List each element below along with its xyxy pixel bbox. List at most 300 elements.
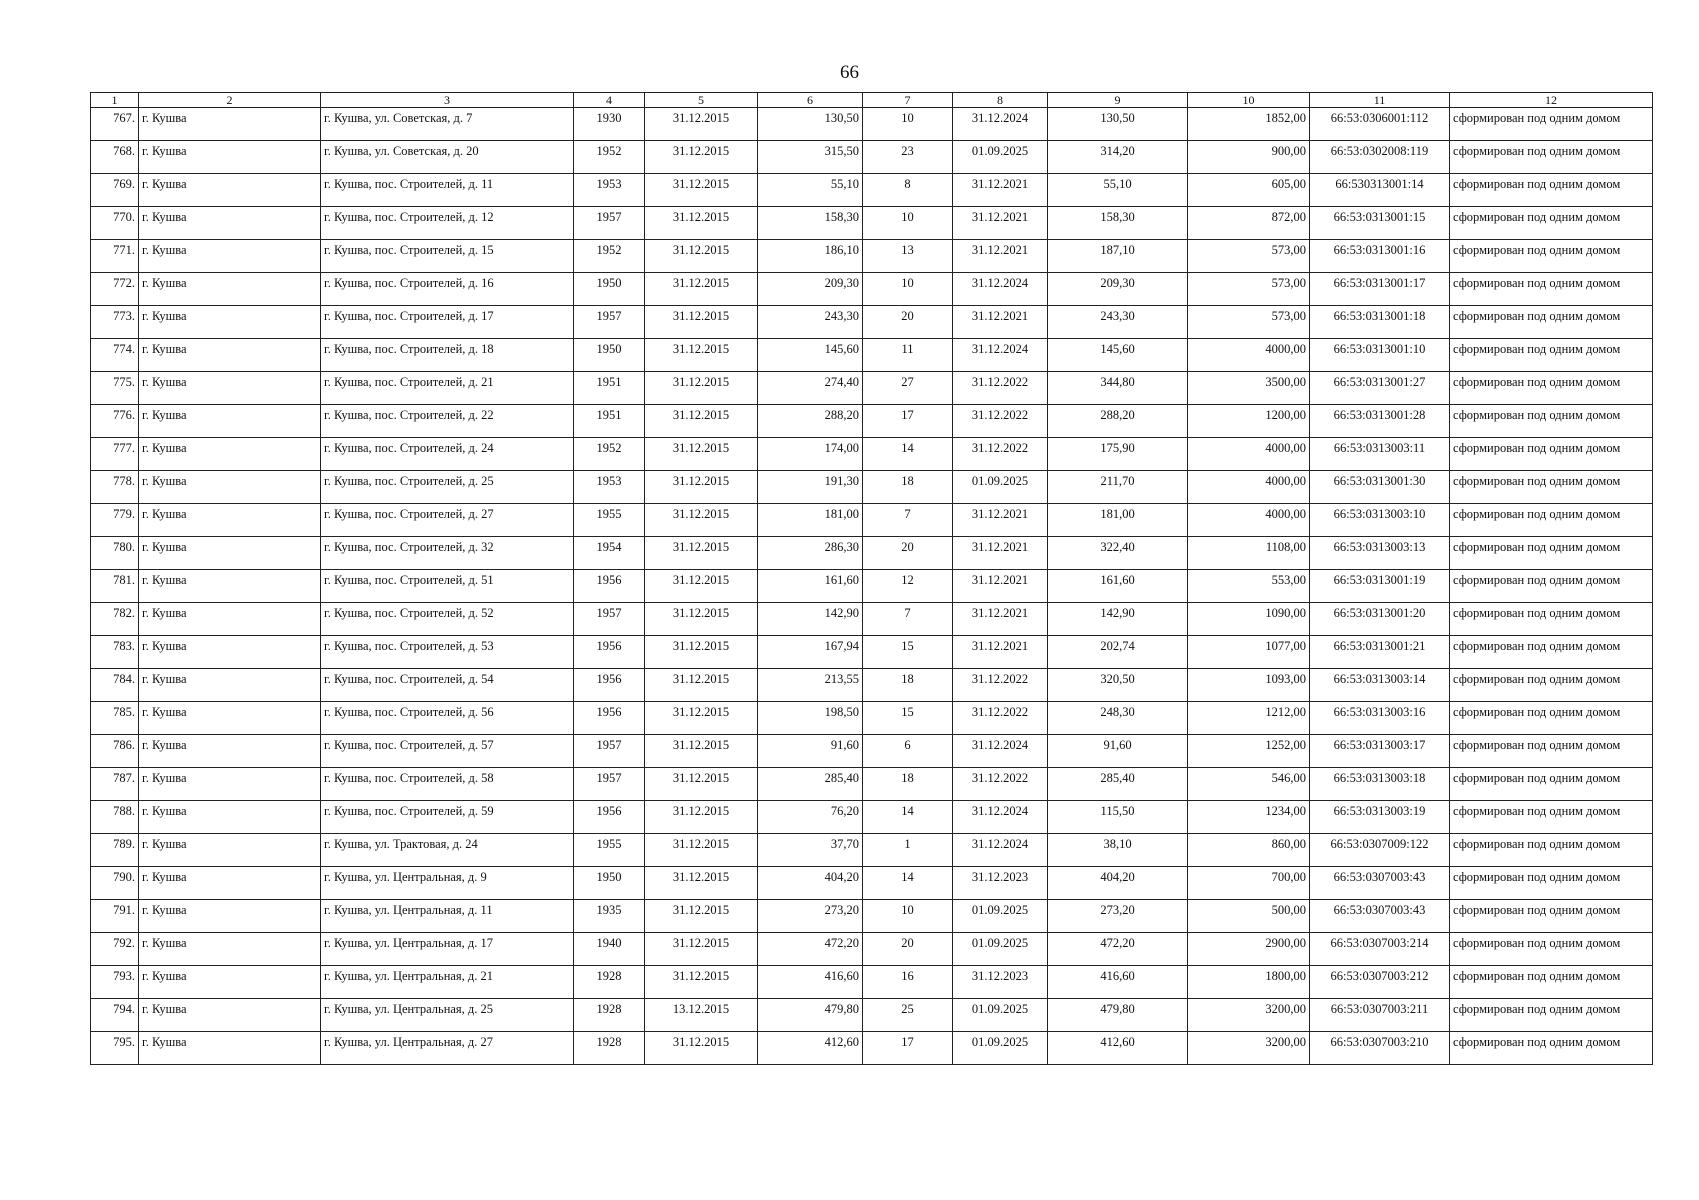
cadastral-number-cell: 66:53:0313003:16: [1310, 702, 1450, 735]
address-cell: г. Кушва, ул. Трактовая, д. 24: [321, 834, 574, 867]
planned-date-cell: 31.12.2024: [953, 801, 1048, 834]
planned-date-cell: 31.12.2024: [953, 834, 1048, 867]
land-area-cell: 500,00: [1188, 900, 1310, 933]
row-number: 793.: [91, 966, 139, 999]
planned-date-cell: 01.09.2025: [953, 999, 1048, 1032]
year-built-cell: 1928: [574, 966, 645, 999]
status-cell: сформирован под одним домом: [1450, 768, 1653, 801]
row-number: 774.: [91, 339, 139, 372]
land-area-cell: 1200,00: [1188, 405, 1310, 438]
cadastral-number-cell: 66:53:0313001:21: [1310, 636, 1450, 669]
address-cell: г. Кушва, ул. Центральная, д. 25: [321, 999, 574, 1032]
address-cell: г. Кушва, пос. Строителей, д. 32: [321, 537, 574, 570]
row-number: 786.: [91, 735, 139, 768]
date-cell: 31.12.2015: [645, 801, 758, 834]
row-number: 787.: [91, 768, 139, 801]
date-cell: 13.12.2015: [645, 999, 758, 1032]
area-cell: 174,00: [758, 438, 863, 471]
cadastral-number-cell: 66:53:0313001:27: [1310, 372, 1450, 405]
year-built-cell: 1952: [574, 141, 645, 174]
year-built-cell: 1951: [574, 405, 645, 438]
address-cell: г. Кушва, пос. Строителей, д. 21: [321, 372, 574, 405]
city-cell: г. Кушва: [139, 1032, 321, 1065]
count-cell: 6: [863, 735, 953, 768]
status-cell: сформирован под одним домом: [1450, 636, 1653, 669]
area-total-cell: 142,90: [1048, 603, 1188, 636]
row-number: 773.: [91, 306, 139, 339]
count-cell: 18: [863, 768, 953, 801]
count-cell: 14: [863, 867, 953, 900]
status-cell: сформирован под одним домом: [1450, 273, 1653, 306]
status-cell: сформирован под одним домом: [1450, 999, 1653, 1032]
table-header: [91, 93, 1653, 108]
city-cell: г. Кушва: [139, 405, 321, 438]
area-cell: 37,70: [758, 834, 863, 867]
status-cell: сформирован под одним домом: [1450, 702, 1653, 735]
cadastral-number-cell: 66:53:0313003:13: [1310, 537, 1450, 570]
area-cell: 479,80: [758, 999, 863, 1032]
column-header-8: 8: [953, 93, 1048, 108]
year-built-cell: 1954: [574, 537, 645, 570]
year-built-cell: 1957: [574, 735, 645, 768]
column-header-4: 4: [574, 93, 645, 108]
city-cell: г. Кушва: [139, 570, 321, 603]
address-cell: г. Кушва, ул. Советская, д. 20: [321, 141, 574, 174]
address-cell: г. Кушва, пос. Строителей, д. 52: [321, 603, 574, 636]
year-built-cell: 1957: [574, 207, 645, 240]
land-area-cell: 700,00: [1188, 867, 1310, 900]
planned-date-cell: 31.12.2021: [953, 636, 1048, 669]
table-row: [91, 603, 1653, 636]
status-cell: сформирован под одним домом: [1450, 339, 1653, 372]
area-cell: 285,40: [758, 768, 863, 801]
date-cell: 31.12.2015: [645, 603, 758, 636]
cadastral-number-cell: 66:53:0313003:18: [1310, 768, 1450, 801]
address-cell: г. Кушва, ул. Центральная, д. 27: [321, 1032, 574, 1065]
area-cell: 130,50: [758, 108, 863, 141]
city-cell: г. Кушва: [139, 372, 321, 405]
status-cell: сформирован под одним домом: [1450, 603, 1653, 636]
land-area-cell: 1234,00: [1188, 801, 1310, 834]
city-cell: г. Кушва: [139, 438, 321, 471]
year-built-cell: 1935: [574, 900, 645, 933]
city-cell: г. Кушва: [139, 702, 321, 735]
count-cell: 17: [863, 405, 953, 438]
land-area-cell: 3500,00: [1188, 372, 1310, 405]
area-cell: 186,10: [758, 240, 863, 273]
area-cell: 404,20: [758, 867, 863, 900]
date-cell: 31.12.2015: [645, 867, 758, 900]
status-cell: сформирован под одним домом: [1450, 306, 1653, 339]
table-row: [91, 504, 1653, 537]
row-number: 770.: [91, 207, 139, 240]
address-cell: г. Кушва, ул. Центральная, д. 11: [321, 900, 574, 933]
count-cell: 27: [863, 372, 953, 405]
count-cell: 20: [863, 306, 953, 339]
planned-date-cell: 31.12.2022: [953, 438, 1048, 471]
land-area-cell: 4000,00: [1188, 339, 1310, 372]
area-total-cell: 320,50: [1048, 669, 1188, 702]
count-cell: 20: [863, 537, 953, 570]
year-built-cell: 1950: [574, 339, 645, 372]
date-cell: 31.12.2015: [645, 405, 758, 438]
count-cell: 18: [863, 669, 953, 702]
count-cell: 16: [863, 966, 953, 999]
table-row: [91, 141, 1653, 174]
planned-date-cell: 31.12.2022: [953, 372, 1048, 405]
land-area-cell: 573,00: [1188, 273, 1310, 306]
land-area-cell: 573,00: [1188, 240, 1310, 273]
address-cell: г. Кушва, пос. Строителей, д. 51: [321, 570, 574, 603]
area-total-cell: 416,60: [1048, 966, 1188, 999]
status-cell: сформирован под одним домом: [1450, 966, 1653, 999]
city-cell: г. Кушва: [139, 141, 321, 174]
column-header-3: 3: [321, 93, 574, 108]
row-number: 769.: [91, 174, 139, 207]
area-cell: 209,30: [758, 273, 863, 306]
area-total-cell: 404,20: [1048, 867, 1188, 900]
area-total-cell: 243,30: [1048, 306, 1188, 339]
table-row: [91, 339, 1653, 372]
date-cell: 31.12.2015: [645, 339, 758, 372]
planned-date-cell: 31.12.2021: [953, 504, 1048, 537]
column-header-11: 11: [1310, 93, 1450, 108]
row-number: 780.: [91, 537, 139, 570]
cadastral-number-cell: 66:53:0313001:17: [1310, 273, 1450, 306]
land-area-cell: 900,00: [1188, 141, 1310, 174]
cadastral-number-cell: 66:53:0313001:10: [1310, 339, 1450, 372]
city-cell: г. Кушва: [139, 801, 321, 834]
date-cell: 31.12.2015: [645, 372, 758, 405]
cadastral-number-cell: 66:53:0313003:17: [1310, 735, 1450, 768]
date-cell: 31.12.2015: [645, 1032, 758, 1065]
area-total-cell: 161,60: [1048, 570, 1188, 603]
city-cell: г. Кушва: [139, 537, 321, 570]
status-cell: сформирован под одним домом: [1450, 537, 1653, 570]
table-row: [91, 108, 1653, 141]
column-header-12: 12: [1450, 93, 1653, 108]
city-cell: г. Кушва: [139, 504, 321, 537]
date-cell: 31.12.2015: [645, 669, 758, 702]
count-cell: 10: [863, 207, 953, 240]
count-cell: 15: [863, 702, 953, 735]
area-cell: 243,30: [758, 306, 863, 339]
status-cell: сформирован под одним домом: [1450, 570, 1653, 603]
row-number: 767.: [91, 108, 139, 141]
planned-date-cell: 31.12.2021: [953, 240, 1048, 273]
count-cell: 14: [863, 801, 953, 834]
year-built-cell: 1928: [574, 1032, 645, 1065]
date-cell: 31.12.2015: [645, 108, 758, 141]
address-cell: г. Кушва, пос. Строителей, д. 57: [321, 735, 574, 768]
year-built-cell: 1957: [574, 768, 645, 801]
area-cell: 274,40: [758, 372, 863, 405]
area-cell: 158,30: [758, 207, 863, 240]
area-cell: 286,30: [758, 537, 863, 570]
cadastral-number-cell: 66:53:0307003:214: [1310, 933, 1450, 966]
status-cell: сформирован под одним домом: [1450, 471, 1653, 504]
area-cell: 416,60: [758, 966, 863, 999]
year-built-cell: 1953: [574, 174, 645, 207]
table-row: [91, 999, 1653, 1032]
table-row: [91, 207, 1653, 240]
area-total-cell: 91,60: [1048, 735, 1188, 768]
area-total-cell: 322,40: [1048, 537, 1188, 570]
status-cell: сформирован под одним домом: [1450, 141, 1653, 174]
status-cell: сформирован под одним домом: [1450, 1032, 1653, 1065]
cadastral-number-cell: 66:53:0313001:15: [1310, 207, 1450, 240]
date-cell: 31.12.2015: [645, 273, 758, 306]
cadastral-number-cell: 66:53:0313001:20: [1310, 603, 1450, 636]
count-cell: 10: [863, 108, 953, 141]
table-row: [91, 669, 1653, 702]
row-number: 788.: [91, 801, 139, 834]
year-built-cell: 1956: [574, 669, 645, 702]
cadastral-number-cell: 66:53:0302008:119: [1310, 141, 1450, 174]
count-cell: 8: [863, 174, 953, 207]
area-total-cell: 479,80: [1048, 999, 1188, 1032]
row-number: 782.: [91, 603, 139, 636]
table-row: [91, 306, 1653, 339]
land-area-cell: 1252,00: [1188, 735, 1310, 768]
address-cell: г. Кушва, пос. Строителей, д. 59: [321, 801, 574, 834]
table-row: [91, 273, 1653, 306]
city-cell: г. Кушва: [139, 636, 321, 669]
area-cell: 181,00: [758, 504, 863, 537]
land-area-cell: 1212,00: [1188, 702, 1310, 735]
date-cell: 31.12.2015: [645, 504, 758, 537]
area-total-cell: 38,10: [1048, 834, 1188, 867]
area-total-cell: 187,10: [1048, 240, 1188, 273]
row-number: 785.: [91, 702, 139, 735]
area-total-cell: 181,00: [1048, 504, 1188, 537]
city-cell: г. Кушва: [139, 108, 321, 141]
cadastral-number-cell: 66:53:0307003:43: [1310, 900, 1450, 933]
land-area-cell: 2900,00: [1188, 933, 1310, 966]
area-cell: 198,50: [758, 702, 863, 735]
planned-date-cell: 31.12.2021: [953, 603, 1048, 636]
city-cell: г. Кушва: [139, 999, 321, 1032]
year-built-cell: 1928: [574, 999, 645, 1032]
address-cell: г. Кушва, ул. Советская, д. 7: [321, 108, 574, 141]
count-cell: 25: [863, 999, 953, 1032]
year-built-cell: 1956: [574, 570, 645, 603]
area-total-cell: 248,30: [1048, 702, 1188, 735]
cadastral-number-cell: 66:530313001:14: [1310, 174, 1450, 207]
area-total-cell: 273,20: [1048, 900, 1188, 933]
area-total-cell: 314,20: [1048, 141, 1188, 174]
planned-date-cell: 31.12.2024: [953, 735, 1048, 768]
status-cell: сформирован под одним домом: [1450, 834, 1653, 867]
year-built-cell: 1951: [574, 372, 645, 405]
count-cell: 17: [863, 1032, 953, 1065]
area-total-cell: 211,70: [1048, 471, 1188, 504]
area-total-cell: 412,60: [1048, 1032, 1188, 1065]
table-row: [91, 438, 1653, 471]
column-header-7: 7: [863, 93, 953, 108]
column-header-6: 6: [758, 93, 863, 108]
table-row: [91, 900, 1653, 933]
date-cell: 31.12.2015: [645, 174, 758, 207]
land-area-cell: 4000,00: [1188, 438, 1310, 471]
table-row: [91, 933, 1653, 966]
city-cell: г. Кушва: [139, 933, 321, 966]
land-area-cell: 4000,00: [1188, 504, 1310, 537]
planned-date-cell: 31.12.2023: [953, 867, 1048, 900]
cadastral-number-cell: 66:53:0313001:30: [1310, 471, 1450, 504]
year-built-cell: 1956: [574, 801, 645, 834]
status-cell: сформирован под одним домом: [1450, 933, 1653, 966]
planned-date-cell: 31.12.2021: [953, 570, 1048, 603]
city-cell: г. Кушва: [139, 900, 321, 933]
land-area-cell: 573,00: [1188, 306, 1310, 339]
cadastral-number-cell: 66:53:0306001:112: [1310, 108, 1450, 141]
address-cell: г. Кушва, пос. Строителей, д. 12: [321, 207, 574, 240]
column-header-2: 2: [139, 93, 321, 108]
area-total-cell: 202,74: [1048, 636, 1188, 669]
city-cell: г. Кушва: [139, 174, 321, 207]
area-cell: 55,10: [758, 174, 863, 207]
row-number: 784.: [91, 669, 139, 702]
area-total-cell: 288,20: [1048, 405, 1188, 438]
count-cell: 13: [863, 240, 953, 273]
city-cell: г. Кушва: [139, 306, 321, 339]
table-row: [91, 768, 1653, 801]
area-total-cell: 130,50: [1048, 108, 1188, 141]
address-cell: г. Кушва, пос. Строителей, д. 22: [321, 405, 574, 438]
area-cell: 145,60: [758, 339, 863, 372]
table-row: [91, 834, 1653, 867]
column-header-10: 10: [1188, 93, 1310, 108]
land-area-cell: 605,00: [1188, 174, 1310, 207]
area-cell: 142,90: [758, 603, 863, 636]
count-cell: 15: [863, 636, 953, 669]
address-cell: г. Кушва, пос. Строителей, д. 16: [321, 273, 574, 306]
table-row: [91, 801, 1653, 834]
planned-date-cell: 01.09.2025: [953, 1032, 1048, 1065]
land-area-cell: 1852,00: [1188, 108, 1310, 141]
cadastral-number-cell: 66:53:0307003:210: [1310, 1032, 1450, 1065]
address-cell: г. Кушва, пос. Строителей, д. 56: [321, 702, 574, 735]
date-cell: 31.12.2015: [645, 306, 758, 339]
area-total-cell: 209,30: [1048, 273, 1188, 306]
count-cell: 7: [863, 603, 953, 636]
count-cell: 7: [863, 504, 953, 537]
status-cell: сформирован под одним домом: [1450, 405, 1653, 438]
date-cell: 31.12.2015: [645, 966, 758, 999]
status-cell: сформирован под одним домом: [1450, 108, 1653, 141]
land-area-cell: 546,00: [1188, 768, 1310, 801]
table-row: [91, 570, 1653, 603]
status-cell: сформирован под одним домом: [1450, 207, 1653, 240]
row-number: 778.: [91, 471, 139, 504]
area-cell: 76,20: [758, 801, 863, 834]
cadastral-number-cell: 66:53:0307003:43: [1310, 867, 1450, 900]
land-area-cell: 860,00: [1188, 834, 1310, 867]
status-cell: сформирован под одним домом: [1450, 240, 1653, 273]
year-built-cell: 1956: [574, 702, 645, 735]
city-cell: г. Кушва: [139, 834, 321, 867]
table-row: [91, 735, 1653, 768]
count-cell: 10: [863, 900, 953, 933]
land-area-cell: 1090,00: [1188, 603, 1310, 636]
planned-date-cell: 31.12.2024: [953, 273, 1048, 306]
city-cell: г. Кушва: [139, 207, 321, 240]
planned-date-cell: 31.12.2022: [953, 768, 1048, 801]
land-area-cell: 553,00: [1188, 570, 1310, 603]
table-body: [91, 108, 1653, 1065]
area-cell: 412,60: [758, 1032, 863, 1065]
housing-registry-table: [90, 92, 1653, 1065]
status-cell: сформирован под одним домом: [1450, 735, 1653, 768]
cadastral-number-cell: 66:53:0307003:212: [1310, 966, 1450, 999]
cadastral-number-cell: 66:53:0313003:11: [1310, 438, 1450, 471]
address-cell: г. Кушва, пос. Строителей, д. 58: [321, 768, 574, 801]
table-row: [91, 174, 1653, 207]
status-cell: сформирован под одним домом: [1450, 438, 1653, 471]
column-header-5: 5: [645, 93, 758, 108]
date-cell: 31.12.2015: [645, 207, 758, 240]
row-number: 777.: [91, 438, 139, 471]
land-area-cell: 872,00: [1188, 207, 1310, 240]
date-cell: 31.12.2015: [645, 240, 758, 273]
table-row: [91, 537, 1653, 570]
year-built-cell: 1940: [574, 933, 645, 966]
planned-date-cell: 31.12.2024: [953, 339, 1048, 372]
cadastral-number-cell: 66:53:0307009:122: [1310, 834, 1450, 867]
count-cell: 18: [863, 471, 953, 504]
date-cell: 31.12.2015: [645, 933, 758, 966]
row-number: 768.: [91, 141, 139, 174]
table-row: [91, 240, 1653, 273]
date-cell: 31.12.2015: [645, 636, 758, 669]
row-number: 795.: [91, 1032, 139, 1065]
date-cell: 31.12.2015: [645, 438, 758, 471]
area-total-cell: 115,50: [1048, 801, 1188, 834]
date-cell: 31.12.2015: [645, 702, 758, 735]
land-area-cell: 1093,00: [1188, 669, 1310, 702]
row-number: 776.: [91, 405, 139, 438]
city-cell: г. Кушва: [139, 669, 321, 702]
cadastral-number-cell: 66:53:0313001:18: [1310, 306, 1450, 339]
status-cell: сформирован под одним домом: [1450, 504, 1653, 537]
row-number: 790.: [91, 867, 139, 900]
date-cell: 31.12.2015: [645, 570, 758, 603]
year-built-cell: 1957: [574, 603, 645, 636]
land-area-cell: 4000,00: [1188, 471, 1310, 504]
cadastral-number-cell: 66:53:0313003:19: [1310, 801, 1450, 834]
row-number: 794.: [91, 999, 139, 1032]
city-cell: г. Кушва: [139, 339, 321, 372]
date-cell: 31.12.2015: [645, 900, 758, 933]
address-cell: г. Кушва, ул. Центральная, д. 17: [321, 933, 574, 966]
date-cell: 31.12.2015: [645, 735, 758, 768]
planned-date-cell: 31.12.2022: [953, 702, 1048, 735]
address-cell: г. Кушва, пос. Строителей, д. 18: [321, 339, 574, 372]
table-row: [91, 636, 1653, 669]
row-number: 771.: [91, 240, 139, 273]
area-cell: 472,20: [758, 933, 863, 966]
table-row: [91, 405, 1653, 438]
land-area-cell: 1800,00: [1188, 966, 1310, 999]
year-built-cell: 1957: [574, 306, 645, 339]
row-number: 779.: [91, 504, 139, 537]
address-cell: г. Кушва, ул. Центральная, д. 21: [321, 966, 574, 999]
status-cell: сформирован под одним домом: [1450, 900, 1653, 933]
address-cell: г. Кушва, пос. Строителей, д. 25: [321, 471, 574, 504]
planned-date-cell: 01.09.2025: [953, 900, 1048, 933]
address-cell: г. Кушва, пос. Строителей, д. 24: [321, 438, 574, 471]
